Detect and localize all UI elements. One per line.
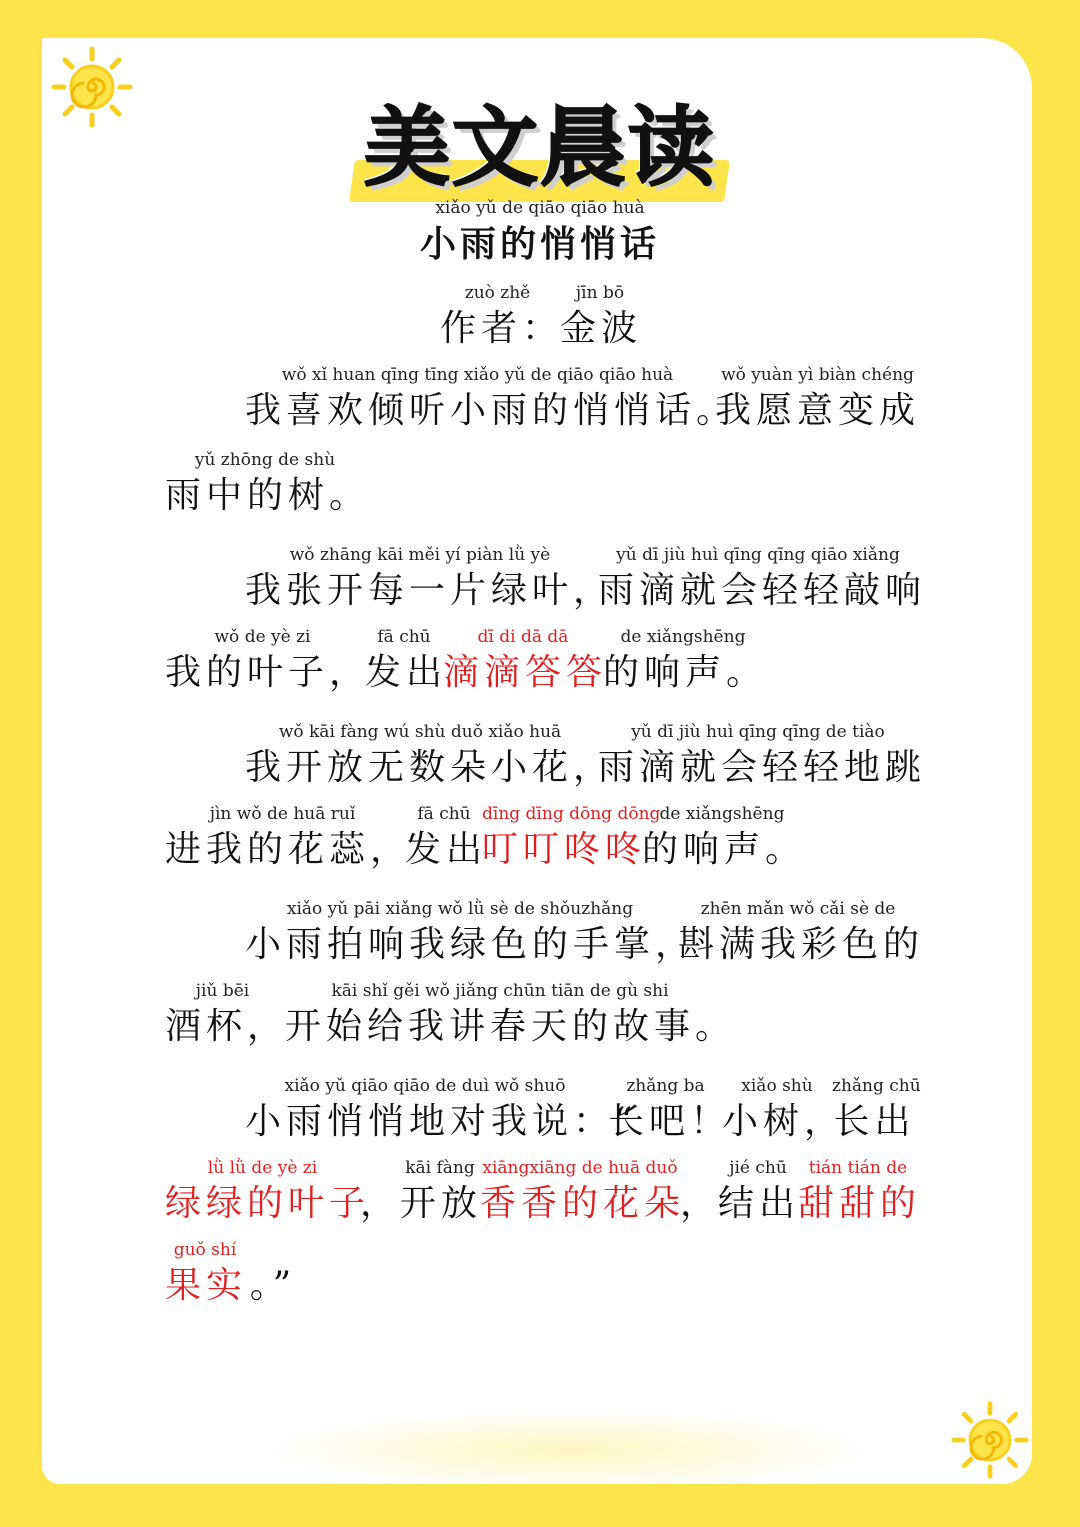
line-text: 发出: [365, 652, 448, 693]
line-pinyin: wǒ xǐ huan qīng tīng xiǎo yǔ de qiāo qiāo huà: [281, 365, 674, 385]
line-text: 长吧！: [608, 1101, 732, 1142]
line-text-highlight: 甜甜的: [798, 1183, 922, 1224]
line-text: 雨中的树。: [165, 475, 371, 516]
line-text-highlight: 香香的花朵: [480, 1183, 686, 1224]
line-pinyin: wǒ de yè zi: [214, 627, 311, 647]
author-label-pinyin: zuò zhě: [464, 283, 531, 303]
line-text: 小雨悄悄地对我说：“: [245, 1101, 638, 1142]
line-text: 开放: [400, 1183, 483, 1224]
line-pinyin: fā chū: [417, 804, 471, 824]
line-pinyin: [680, 1158, 718, 1184]
page-title: 美文晨读: [364, 98, 716, 198]
line-text: 雨滴就会轻轻地跳: [598, 747, 927, 788]
line-text: 斟满我彩色的: [678, 924, 925, 965]
line-pinyin: xiǎo yǔ pāi xiǎng wǒ lǜ sè de shǒuzhǎng: [286, 899, 634, 919]
author-label: 作者：: [440, 308, 564, 349]
line-text: 的响声。: [603, 652, 768, 693]
line-pinyin: yǔ zhōng de shù: [194, 450, 336, 470]
line-pinyin: jiǔ bēi: [195, 981, 250, 1001]
line-pinyin: de xiǎngshēng: [620, 627, 746, 647]
line-pinyin-highlight: tián tián de: [808, 1158, 908, 1178]
line-text-highlight: 滴滴答答: [443, 652, 608, 693]
line-pinyin-highlight: dīng dīng dōng dōng: [482, 804, 661, 824]
line-text: 我愿意变成: [715, 390, 921, 431]
line-text: 进我的花蕊，: [165, 829, 412, 870]
line-pinyin: wǒ yuàn yì biàn chéng: [721, 365, 914, 385]
poem-title-pinyin: xiǎo yǔ de qiāo qiāo huà: [435, 198, 645, 218]
poem-title-text: 小雨的悄悄话: [419, 223, 660, 265]
line-text: 。”: [249, 1265, 297, 1306]
line-text-highlight: 果实: [165, 1265, 248, 1306]
line-pinyin: wǒ zhāng kāi měi yí piàn lǜ yè: [289, 545, 551, 565]
line-text: 开始给我讲春天的故事。: [285, 1006, 737, 1047]
line-text: 的响声。: [642, 829, 807, 870]
line-text-highlight: 绿绿的叶子: [165, 1183, 371, 1224]
line-text: 我开放无数朵小花，: [245, 747, 615, 788]
line-text: 小雨拍响我绿色的手掌，: [245, 924, 697, 965]
bottom-decoration: [260, 1410, 880, 1490]
line-text: 结出: [718, 1183, 801, 1224]
line-pinyin: zhǎng chū: [832, 1076, 921, 1096]
line-text-highlight: 叮叮咚咚: [482, 829, 647, 870]
line-text: 我的叶子，: [165, 652, 371, 693]
line-pinyin: [360, 1158, 398, 1184]
line-pinyin: yǔ dī jiù huì qīng qīng de tiào: [631, 722, 885, 742]
sun-icon: [50, 45, 134, 129]
sun-icon: [950, 1400, 1030, 1480]
line-text: 小树，: [722, 1101, 846, 1142]
line-pinyin: yǔ dī jiù huì qīng qīng qiāo xiǎng: [616, 545, 900, 565]
line-text: 雨滴就会轻轻敲响: [598, 570, 927, 611]
line-text: 酒杯，: [165, 1006, 289, 1047]
line-pinyin-highlight: xiāngxiāng de huā duǒ: [482, 1158, 678, 1178]
line-text: 发出: [405, 829, 488, 870]
line-text: 我喜欢倾听小雨的悄悄话。: [245, 390, 738, 431]
line-pinyin: [243, 1240, 303, 1266]
line-text: 我张开每一片绿叶，: [245, 570, 615, 611]
line-pinyin: wǒ kāi fàng wú shù duǒ xiǎo huā: [278, 722, 562, 742]
line-pinyin: kāi fàng: [405, 1158, 475, 1178]
line-pinyin: fā chū: [377, 627, 431, 647]
line-pinyin-highlight: lǜ lǜ de yè zi: [207, 1158, 318, 1178]
line-text: ，: [680, 1183, 722, 1224]
line-pinyin-highlight: guǒ shí: [173, 1240, 237, 1260]
author-name-pinyin: jīn bō: [575, 283, 625, 303]
line-pinyin-highlight: dī di dā dā: [477, 627, 569, 647]
line-pinyin: zhǎng ba: [626, 1076, 705, 1096]
line-pinyin: de xiǎngshēng: [659, 804, 785, 824]
line-pinyin: xiǎo yǔ qiāo qiāo de duì wǒ shuō: [284, 1076, 566, 1096]
line-pinyin: jié chū: [729, 1158, 787, 1178]
line-text: ，: [360, 1183, 402, 1224]
line-pinyin: xiǎo shù: [741, 1076, 813, 1096]
line-pinyin: jìn wǒ de huā ruǐ: [209, 804, 356, 824]
line-pinyin: zhēn mǎn wǒ cǎi sè de: [700, 899, 896, 919]
author-name: 金波: [560, 308, 643, 349]
line-pinyin: kāi shǐ gěi wǒ jiǎng chūn tiān de gù shi: [331, 981, 669, 1001]
line-text: 长出: [833, 1101, 916, 1142]
